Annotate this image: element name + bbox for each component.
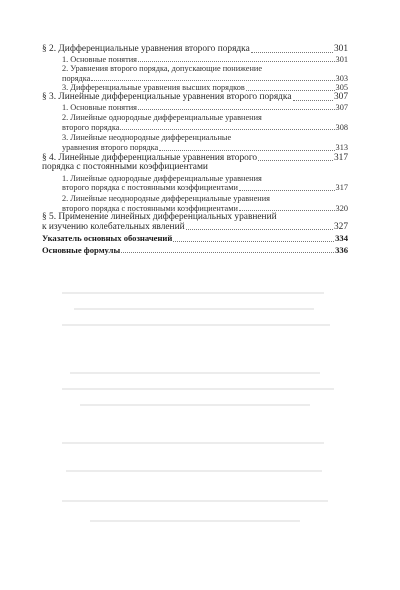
bleed-through-line — [62, 292, 324, 294]
dot-leader — [239, 190, 335, 191]
toc-entry-label: 1. Линейные однородные дифференциальные уравнения — [62, 173, 262, 183]
toc-entry-label: второго порядка — [62, 122, 120, 132]
toc-entry-4-1-line1 — [42, 174, 348, 184]
bleed-through-line — [62, 442, 324, 444]
toc-entry-section-4-line2 — [42, 163, 348, 173]
toc-entry-label: 3. Дифференциальные уравнения высших порядков — [62, 83, 245, 93]
toc-entry-label: 2. Уравнения второго порядка, допускающие понижение — [62, 64, 263, 74]
toc-entry-label: § 3. Линейные дифференциальные уравнения второго порядка — [42, 91, 292, 102]
toc-entry-label: порядка с постоянными коэффициентами — [42, 162, 208, 173]
dot-leader — [138, 109, 335, 110]
dot-leader — [173, 241, 334, 242]
toc-page-number: 303 — [335, 73, 348, 83]
toc-entry-notation-index — [42, 234, 348, 244]
bleed-through-line — [66, 470, 322, 472]
toc-page-number: 307 — [333, 91, 348, 102]
toc-entry-label: 1. Основные понятия — [62, 54, 137, 64]
table-of-contents — [42, 45, 348, 255]
toc-entry-3-2-line1 — [42, 113, 348, 123]
dot-leader — [120, 129, 334, 130]
toc-entry-label: к изучению колебательных явлений — [42, 221, 185, 232]
toc-page-number: 313 — [335, 142, 348, 152]
toc-entry-section-3 — [42, 93, 348, 103]
toc-entry-label: § 4. Линейные дифференциальные уравнения второго — [42, 152, 258, 163]
dot-leader — [121, 252, 334, 253]
bleed-through-line — [74, 308, 314, 310]
toc-entry-basic-formulas — [42, 246, 348, 256]
toc-entry-label: второго порядка с постоянными коэффициентами — [62, 183, 238, 193]
toc-entry-label: § 2. Дифференциальные уравнения второго порядка — [42, 44, 250, 54]
toc-entry-2-2 — [42, 74, 348, 84]
toc-entry-label: 2. Линейные однородные дифференциальные уравнения — [62, 113, 262, 123]
toc-entry-label: второго порядка с постоянными коэффициентами — [62, 203, 238, 213]
toc-page-number: 336 — [335, 244, 348, 255]
toc-entry-4-1 — [42, 183, 348, 193]
toc-page-number: 301 — [333, 44, 348, 54]
bleed-through-line — [62, 324, 330, 326]
dot-leader — [138, 61, 335, 62]
toc-entry-label: 1. Основные понятия — [62, 102, 137, 112]
dot-leader — [91, 80, 334, 81]
toc-entry-label: 3. Линейные неоднородные дифференциальные — [62, 133, 232, 143]
toc-entry-label: уравнения второго порядка — [62, 142, 159, 152]
toc-page-number: 305 — [335, 83, 348, 93]
toc-page-number: 307 — [335, 102, 348, 112]
bleed-through-line — [62, 500, 328, 502]
bleed-through-line — [80, 404, 310, 406]
toc-page-number: 317 — [335, 183, 348, 193]
toc-page-number: 308 — [335, 122, 348, 132]
toc-page-number: 334 — [335, 233, 348, 244]
toc-entry-label: Указатель основных обозначений — [42, 233, 173, 244]
toc-entry-3-1 — [42, 103, 348, 113]
toc-entry-2-1 — [42, 55, 348, 65]
dot-leader — [258, 160, 333, 161]
toc-page-number: 301 — [335, 54, 348, 64]
dot-leader — [159, 150, 334, 151]
toc-entry-2-2-line1 — [42, 64, 348, 74]
toc-entry-3-3-line1 — [42, 133, 348, 143]
toc-entry-label: Основные формулы — [42, 244, 121, 255]
toc-page-number: 327 — [333, 221, 348, 232]
dot-leader — [186, 229, 333, 230]
toc-page-number: 320 — [335, 203, 348, 213]
toc-entry-label: § 5. Применение линейных дифференциальных уравнений — [42, 212, 277, 223]
toc-entry-section-5 — [42, 223, 348, 233]
bleed-through-line — [70, 372, 320, 374]
toc-entry-section-2 — [42, 45, 348, 55]
dot-leader — [293, 100, 333, 101]
toc-page-number: 317 — [333, 152, 348, 163]
bleed-through-line — [62, 388, 334, 390]
toc-entry-3-2 — [42, 123, 348, 133]
toc-entry-3-3 — [42, 143, 348, 153]
toc-entry-label: 2. Линейные неоднородные дифференциальные уравнения — [62, 193, 270, 203]
toc-entry-4-2-line1 — [42, 194, 348, 204]
dot-leader — [239, 210, 335, 211]
dot-leader — [246, 90, 335, 91]
dot-leader — [251, 52, 333, 53]
bleed-through-line — [90, 520, 300, 522]
toc-entry-label: порядка — [62, 73, 91, 83]
